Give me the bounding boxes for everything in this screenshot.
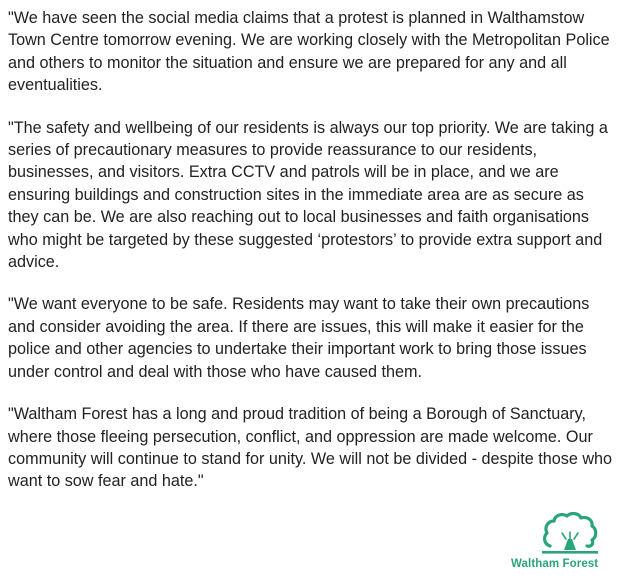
- logo-name: Waltham Forest: [511, 558, 599, 570]
- tree-icon: [542, 512, 598, 556]
- statement-paragraph-4: "Waltham Forest has a long and proud tradition of being a Borough of Sanctuary, where those fleeing persecution, conflict, and oppression are made welcome. Our community will continue to stand for unity. We will not be divided - despite those who want to sow fear and hate.": [8, 405, 613, 491]
- statement-text: [8, 7, 613, 513]
- statement-paragraph-1: "We have seen the social media claims that a protest is planned in Walthamstow Town Centre tomorrow evening. We are working closely with the Metropolitan Police and others to monitor the situation and ensure we are prepared for any and all eventualities.: [8, 9, 610, 95]
- statement-paragraph-2: "The safety and wellbeing of our residents is always our top priority. We are taking a series of precautionary measures to provide reassurance to our residents, businesses, and visitors. Extra CCTV and patrols will be in place, and we are ensuring buildings and construction sites in the immediate area are as secure as they can be. We are also reaching out to local businesses and faith organisations who might be targeted by these suggested ‘protestors’ to provide extra support and advice.: [8, 118, 608, 272]
- statement-paragraph-3: "We want everyone to be safe. Residents may want to take their own precautions and consider avoiding the area. If there are issues, this will make it easier for the police and other agencies to undertake their important work to bring those issues under control and deal with those who have caused them.: [8, 295, 590, 381]
- waltham-forest-logo: [511, 512, 612, 572]
